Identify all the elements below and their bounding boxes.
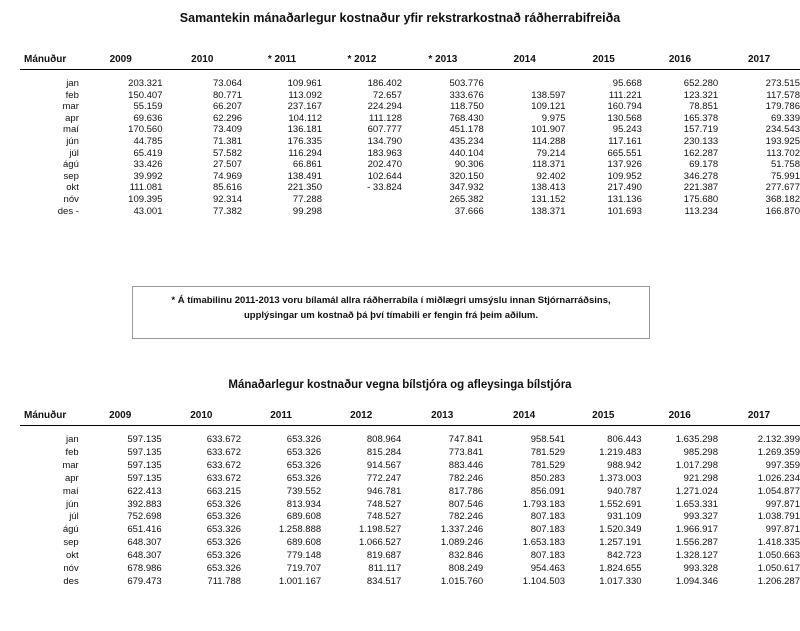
value-cell: 815.284 [366,446,402,458]
table-row [20,90,800,102]
value-cell: 237.167 [287,101,322,113]
value-cell: 653.326 [286,434,322,445]
table-row [20,460,800,473]
value-cell: 273.515 [765,78,800,89]
table-row [20,447,800,460]
value-cell [322,194,402,206]
value-cell: 781.529 [530,459,566,471]
month-column-header: Mánuður [20,49,79,70]
value-cell: 883.446 [448,459,484,471]
value-cell: 648.307 [127,550,162,562]
value-cell: 138.371 [531,205,566,217]
year-column-header: 2010 [163,49,243,70]
value-cell: 1.653.331 [675,498,718,510]
year-column-header: 2017 [718,49,800,70]
value-cell: 113.234 [684,205,719,217]
year-column-header: 2015 [566,49,642,70]
value-cell: 136.181 [287,124,322,136]
value-cell: 221.387 [683,182,719,194]
value-cell: 160.794 [607,101,642,113]
value-cell: 817.786 [448,485,484,497]
value-cell: 946.781 [366,485,402,497]
value-cell: 179.786 [765,101,800,113]
value-cell: 73.409 [212,124,243,136]
value-cell: 1.520.349 [599,524,642,536]
month-cell: jan [66,78,79,89]
value-cell: 842.723 [607,550,642,562]
month-column-header: Mánuður [20,405,79,426]
value-cell: 653.326 [206,563,242,575]
value-cell: 807.183 [530,511,566,523]
month-cell: apr [65,112,79,124]
value-cell: 109.961 [287,78,322,89]
value-cell: 221.350 [287,182,322,194]
value-cell: 653.326 [286,446,322,458]
value-cell: 102.644 [367,170,402,182]
value-cell: 781.529 [530,446,566,458]
value-cell: 1.089.246 [440,537,484,549]
value-cell: 597.135 [127,434,162,445]
value-cell: 1.104.503 [522,575,566,587]
value-cell: 75.991 [770,170,800,182]
value-cell: 74.969 [212,170,243,182]
value-cell: 1.015.760 [440,575,484,587]
value-cell: 811.117 [368,563,402,575]
month-cell: mar [62,101,79,113]
value-cell: 117.161 [608,135,642,147]
value-cell: 77.288 [292,193,322,205]
month-cell: júl [69,511,79,523]
value-cell: 648.307 [127,537,162,549]
year-column-header: 2009 [79,49,163,70]
value-cell: 689.608 [286,537,322,549]
value-cell: 1.094.346 [675,575,718,587]
table-row [20,159,800,171]
value-cell: 607.777 [367,124,402,136]
value-cell: 1.552.691 [599,498,642,510]
value-cell: 109.952 [607,170,642,182]
year-column-header: 2017 [718,405,800,426]
year-column-header: 2011 [241,405,321,426]
value-cell: 114.288 [531,135,566,147]
year-column-header: 2014 [484,49,566,70]
value-cell: 1.556.287 [675,537,718,549]
value-cell: 451.178 [449,124,484,136]
value-cell: 689.608 [286,511,322,523]
value-cell: 2.132.399 [757,434,800,445]
value-cell: 203.321 [128,78,163,89]
value-cell: 819.687 [366,550,402,562]
value-cell: 347.932 [449,182,484,194]
value-cell: 653.326 [206,511,242,523]
month-cell: maí [63,124,79,136]
value-cell: 752.698 [127,511,162,523]
value-cell: 678.986 [127,563,162,575]
value-cell: 9.975 [541,112,566,124]
value-cell: 921.298 [683,472,718,484]
value-cell: 51.758 [770,159,800,171]
value-cell: 807.183 [530,550,566,562]
year-column-header: * 2013 [402,49,484,70]
value-cell: 633.672 [206,446,242,458]
value-cell: 653.326 [286,472,322,484]
month-cell: sep [63,170,79,182]
value-cell: 27.507 [212,159,243,171]
value-cell: 597.135 [127,459,162,471]
value-cell: 850.283 [530,472,566,484]
value-cell: 739.552 [286,485,322,497]
value-cell: 653.326 [206,524,242,536]
value-cell: 72.657 [372,89,402,101]
value-cell: 111.221 [608,89,642,101]
table2-title: Mánaðarlegur kostnaður vegna bílstjóra og afleysinga bílstjóra [228,379,572,391]
table-row [20,194,800,206]
table-row [20,206,800,218]
value-cell: 653.326 [206,537,242,549]
year-column-header: 2015 [565,405,641,426]
value-cell: 109.395 [128,193,163,205]
year-column-header: * 2011 [242,49,322,70]
value-cell: 997.871 [765,524,800,536]
value-cell: 44.785 [133,135,163,147]
value-cell: 1.966.917 [675,524,718,536]
value-cell: 37.666 [454,205,484,217]
value-cell: 186.402 [367,78,402,89]
value-cell: 176.335 [287,135,322,147]
value-cell: 653.326 [286,459,322,471]
value-cell: 39.992 [133,170,163,182]
value-cell: 633.672 [206,472,242,484]
value-cell: 779.148 [286,550,322,562]
value-cell: 57.582 [212,147,243,159]
value-cell: 157.719 [683,124,719,136]
value-cell: 131.136 [607,193,642,205]
value-cell: 931.109 [607,511,642,523]
value-cell: 95.243 [612,124,642,136]
value-cell: 748.527 [366,511,402,523]
value-cell: 66.861 [292,159,322,171]
value-cell: 78.851 [689,101,719,113]
month-cell: sep [63,537,79,549]
value-cell: 320.150 [449,170,484,182]
value-cell: 652.280 [683,78,719,89]
value-cell: 1.206.287 [757,575,800,587]
value-cell: 104.112 [288,112,322,124]
month-cell: mar [62,459,79,471]
value-cell: 62.296 [212,112,243,124]
value-cell: 747.841 [448,434,484,445]
month-cell: apr [64,472,79,484]
value-cell: 1.328.127 [675,550,718,562]
table-row [20,124,800,136]
table-row [20,171,800,183]
value-cell: 782.246 [448,511,484,523]
year-column-header: 2016 [642,49,718,70]
value-cell: 997.359 [765,459,800,471]
month-cell: jún [66,135,79,147]
year-column-header: 2014 [483,405,565,426]
value-cell: 123.321 [683,89,719,101]
value-cell: 71.381 [212,135,243,147]
value-cell: 183.963 [367,147,402,159]
value-cell: 202.470 [367,159,402,171]
value-cell: 368.182 [765,193,800,205]
value-cell: 719.707 [286,563,322,575]
footnote-line-2: upplýsingar um kostnað þá því tímabili er fengin frá þeim aðilum. [243,310,539,321]
month-cell: jún [66,498,79,510]
month-cell: des [63,575,79,587]
month-cell: okt [66,182,79,194]
month-cell: feb [65,89,79,101]
value-cell: 772.247 [366,472,402,484]
value-cell: 808.249 [448,563,484,575]
value-cell: 79.214 [536,147,566,159]
table-row [20,576,800,589]
value-cell: 773.841 [448,446,484,458]
value-cell: 166.870 [765,205,800,217]
table-row [20,148,800,160]
value-cell: 80.771 [212,89,243,101]
value-cell: 116.294 [288,147,322,159]
value-cell: 175.680 [683,193,719,205]
value-cell: 113.702 [766,147,800,159]
value-cell: 130.568 [607,112,642,124]
value-cell: 1.026.234 [757,472,800,484]
value-cell: 1.418.335 [757,537,800,549]
value-cell: 99.298 [292,205,322,217]
value-cell: 92.402 [536,170,566,182]
year-column-header: 2013 [401,405,483,426]
value-cell: 808.964 [366,434,402,445]
value-cell: 954.463 [530,563,566,575]
value-cell: 1.824.655 [599,563,642,575]
value-cell: 65.419 [133,147,163,159]
month-cell: jan [66,434,79,445]
value-cell: 503.776 [449,78,484,89]
value-cell [322,206,402,218]
value-cell: 77.382 [212,205,243,217]
value-cell: 679.473 [127,575,162,587]
value-cell: 665.551 [607,147,642,159]
table1-header-row [20,49,800,70]
value-cell: 117.578 [766,89,800,101]
year-column-header: 2009 [79,405,162,426]
value-cell: 333.676 [449,89,484,101]
table-row [20,486,800,499]
value-cell: 1.635.298 [675,434,718,445]
value-cell: 137.926 [607,159,642,171]
value-cell: 1.038.791 [757,511,800,523]
value-cell: 1.219.483 [599,446,642,458]
value-cell: 111.081 [129,182,163,194]
table-row [20,511,800,524]
vehicle-cost-table [20,49,800,217]
value-cell: 43.001 [133,205,163,217]
table-row [20,537,800,550]
value-cell: 782.246 [448,472,484,484]
value-cell: 653.326 [206,550,242,562]
footnote-line-1: * Á tímabilinu 2011-2013 voru bílamál allra ráðherrabíla í miðlægri umsýslu innan Stjórnarráðsins, [171,295,611,306]
table-row [20,499,800,512]
year-column-header: 2010 [162,405,241,426]
value-cell: 1.337.246 [440,524,484,536]
value-cell: 138.491 [287,170,322,182]
table-row [20,113,800,125]
value-cell: 90.306 [454,159,484,171]
value-cell: 224.294 [367,101,402,113]
value-cell: 813.934 [286,498,322,510]
value-cell: 1.066.527 [358,537,402,549]
value-cell: 1.793.183 [522,498,566,510]
value-cell: 113.092 [288,89,322,101]
value-cell: 597.135 [127,446,162,458]
value-cell: 193.925 [765,135,800,147]
value-cell: 711.788 [207,575,242,587]
value-cell: 1.001.167 [278,575,322,587]
value-cell: 914.567 [366,459,402,471]
value-cell: 832.846 [448,550,484,562]
value-cell: 622.413 [127,485,162,497]
value-cell: 633.672 [206,459,242,471]
value-cell: 162.287 [683,147,719,159]
table-row [20,563,800,576]
value-cell [484,78,566,90]
value-cell: 234.543 [765,124,800,136]
value-cell: 1.017.330 [599,575,642,587]
footnote-box [132,286,650,339]
value-cell: 748.527 [366,498,402,510]
value-cell: 1.017.298 [675,459,718,471]
month-cell: maí [62,485,79,497]
value-cell: 940.787 [607,485,642,497]
value-cell: 346.278 [683,170,719,182]
value-cell: - 33.824 [367,182,402,194]
table2-header-row [20,405,800,426]
value-cell: 768.430 [449,112,484,124]
table-row [20,78,800,90]
value-cell: 66.207 [212,101,243,113]
value-cell: 170.560 [128,124,163,136]
value-cell: 988.942 [607,459,642,471]
value-cell: 33.426 [133,159,163,171]
table-row [20,182,800,194]
month-cell: nóv [63,193,79,205]
value-cell: 1.271.024 [675,485,718,497]
value-cell: 85.616 [212,182,243,194]
table-row [20,524,800,537]
value-cell: 1.198.527 [358,524,402,536]
value-cell: 653.326 [206,498,242,510]
value-cell: 958.541 [530,434,566,445]
month-cell: des - [57,205,79,217]
value-cell: 69.178 [689,159,719,171]
value-cell: 265.382 [449,193,484,205]
value-cell: 73.064 [212,78,243,89]
month-cell: nóv [63,563,79,575]
value-cell: 834.517 [366,575,402,587]
value-cell: 807.183 [530,524,566,536]
value-cell: 69.339 [770,112,800,124]
value-cell: 165.378 [683,112,719,124]
value-cell: 651.416 [127,524,162,536]
value-cell: 440.104 [449,147,484,159]
value-cell: 111.128 [369,112,402,124]
value-cell: 985.298 [683,446,718,458]
value-cell: 1.258.888 [278,524,322,536]
month-cell: ágú [63,159,79,171]
value-cell: 1.373.003 [599,472,642,484]
value-cell: 1.054.877 [757,485,800,497]
value-cell: 1.050.617 [757,563,800,575]
value-cell: 101.907 [531,124,566,136]
value-cell: 993.328 [683,563,718,575]
month-cell: ágú [62,524,79,536]
value-cell: 277.677 [765,182,800,194]
driver-cost-table [20,405,800,589]
value-cell: 150.407 [128,89,163,101]
table-row [20,136,800,148]
value-cell: 134.790 [367,135,402,147]
value-cell: 217.490 [607,182,642,194]
value-cell: 95.668 [612,78,642,89]
value-cell: 138.413 [531,182,566,194]
value-cell: 131.152 [531,193,566,205]
value-cell: 663.215 [206,485,242,497]
table1-title: Samantekin mánaðarlegur kostnaður yfir rekstrarkostnað ráðherrabifreiða [179,11,621,25]
value-cell: 856.091 [530,485,566,497]
table-row [20,434,800,447]
year-column-header: * 2012 [322,49,402,70]
value-cell: 806.443 [607,434,642,445]
value-cell: 1.269.359 [757,446,800,458]
value-cell: 993.327 [683,511,718,523]
value-cell: 118.750 [450,101,484,113]
value-cell: 807.546 [448,498,484,510]
year-column-header: 2012 [321,405,401,426]
value-cell: 597.135 [127,472,162,484]
value-cell: 109.121 [531,101,566,113]
month-cell: júl [69,147,79,159]
value-cell: 101.693 [607,205,642,217]
table-row [20,101,800,113]
value-cell: 55.159 [133,101,163,113]
year-column-header: 2016 [642,405,718,426]
month-cell: feb [65,446,79,458]
value-cell: 1.257.191 [599,537,642,549]
value-cell: 92.314 [212,193,243,205]
value-cell: 118.371 [531,159,566,171]
value-cell: 392.883 [127,498,162,510]
value-cell: 997.871 [765,498,800,510]
value-cell: 138.597 [531,89,566,101]
value-cell: 1.050.663 [757,550,800,562]
value-cell: 230.133 [683,135,719,147]
table-row [20,473,800,486]
month-cell: okt [66,550,79,562]
value-cell: 69.636 [133,112,163,124]
table-row [20,550,800,563]
value-cell: 633.672 [206,434,242,445]
value-cell: 1.653.183 [522,537,566,549]
value-cell: 435.234 [449,135,484,147]
